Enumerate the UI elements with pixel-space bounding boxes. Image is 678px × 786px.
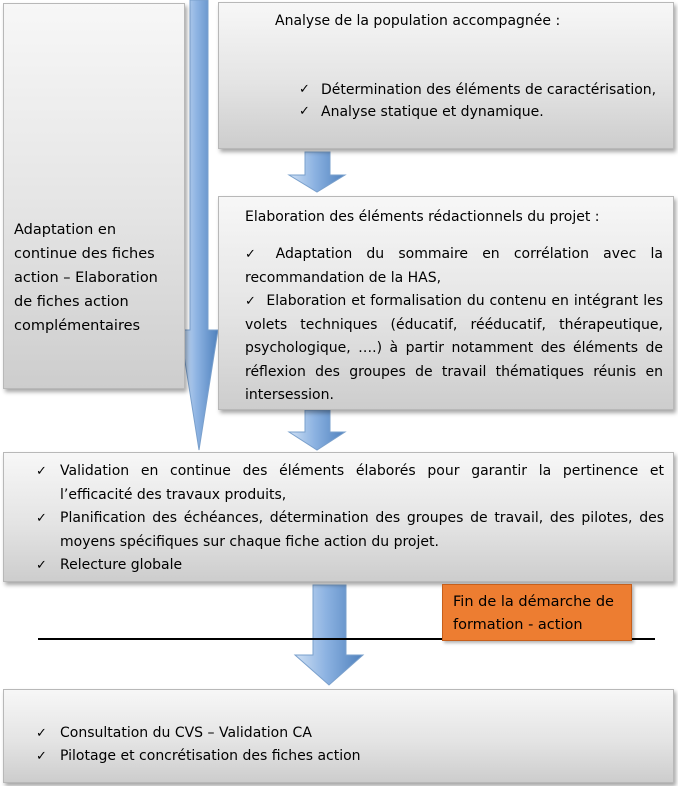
check-icon: ✓ [299,104,310,119]
drafting-elements-box [218,196,674,410]
check-icon: ✓ [299,82,310,97]
list-item: ✓ Elaboration et formalisation du contenu en intégrant les volets techniques (éducatif, rééducatif, thérapeutique, psychologique, ….) à partir notamment des éléments de réflexion des groupes de travail thématiques réunis en intersession. [245,293,663,403]
check-icon: ✓ [36,726,47,741]
list-item: ✓ Validation en continue des éléments élaborés pour garantir la pertinence et l’efficacité des travaux produits, [36,460,664,507]
check-icon: ✓ [36,749,47,764]
box2-title: Elaboration des éléments rédactionnels du projet : [245,209,600,225]
box2-list [245,243,663,408]
consultation-piloting-box [3,689,674,783]
check-icon: ✓ [36,464,47,479]
left-adaptation-box [3,3,185,389]
list-item: ✓ Pilotage et concrétisation des fiches action [36,745,656,768]
check-icon: ✓ [245,294,257,309]
list-item: ✓ Consultation du CVS – Validation CA [36,722,656,745]
list-item: ✓ Planification des échéances, détermination des groupes de travail, des pilotes, des moyens spécifiques sur chaque fiche action du projet. [36,507,664,554]
down-arrow-1 [289,152,345,192]
box3-list [36,460,664,578]
left-box-text: Adaptation en continue des fiches action – Elaboration de fiches action complémentaires [14,222,158,334]
list-item: ✓ Détermination des éléments de caractérisation, [299,82,657,98]
check-icon: ✓ [36,558,47,573]
end-box-text: Fin de la démarche de formation - action [453,594,614,633]
population-analysis-box [218,2,674,149]
end-of-process-box [442,584,632,641]
long-down-arrow [180,0,218,450]
box1-list [299,80,665,122]
list-item: ✓ Relecture globale [36,554,664,578]
list-item: ✓ Analyse statique et dynamique. [299,104,544,120]
down-arrow-2 [289,410,345,450]
box1-title: Analyse de la population accompagnée : [275,13,561,29]
check-icon: ✓ [36,511,47,526]
validation-planning-box [3,452,674,582]
box4-list [36,722,656,768]
list-item: ✓ Adaptation du sommaire en corrélation avec la recommandation de la HAS, [245,246,663,286]
down-arrow-3 [295,585,363,685]
check-icon: ✓ [245,247,266,262]
